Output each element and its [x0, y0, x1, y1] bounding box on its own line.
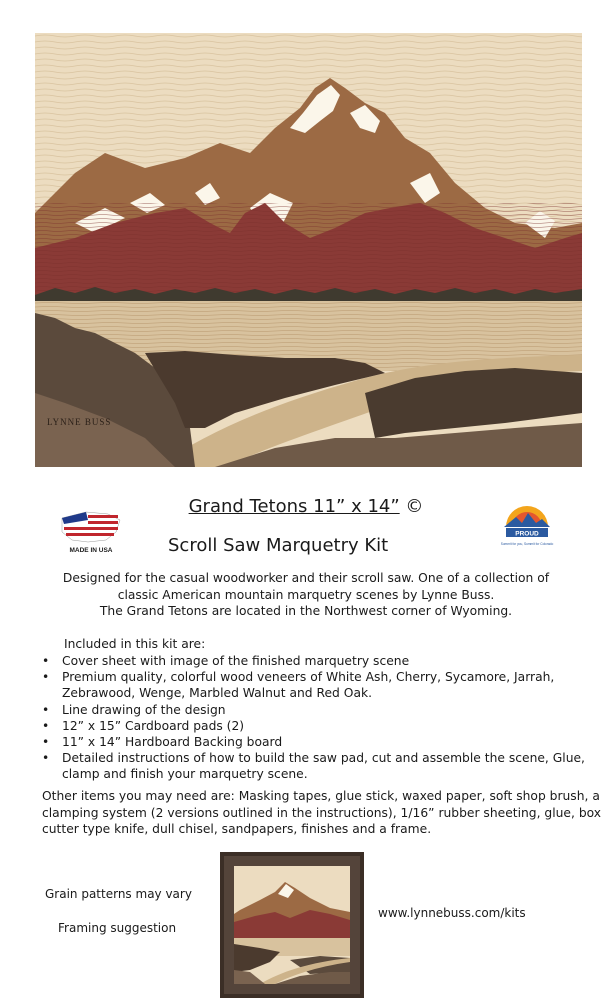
framing-suggestion-image [220, 852, 364, 998]
list-item: • 11” x 14” Hardboard Backing board [42, 734, 602, 750]
made-in-usa-badge [58, 506, 124, 556]
website-url: www.lynnebuss.com/kits [378, 906, 526, 920]
flag-caption: MADE IN USA [69, 547, 113, 554]
kit-heading: Included in this kit are: [64, 637, 206, 651]
framing-caption: Framing suggestion [58, 921, 177, 935]
flag-icon [62, 512, 120, 542]
hero-signature: LYNNE BUSS [47, 417, 112, 427]
page-subtitle: Scroll Saw Marquetry Kit [168, 535, 389, 556]
intro-line-3: The Grand Tetons are located in the Northwest corner of Wyoming. [99, 604, 513, 618]
kit-contents-list [42, 653, 602, 783]
list-item: • 12” x 15” Cardboard pads (2) [42, 718, 602, 734]
list-item: • Premium quality, colorful wood veneers of White Ash, Cherry, Sycamore, Jarrah, Zebrawood, Wenge, Marbled Walnut and Red Oak. [42, 669, 602, 701]
sunburst-icon [504, 506, 550, 527]
copyright-symbol: © [405, 496, 424, 517]
intro-line-1: Designed for the casual woodworker and their scroll saw. One of a collection of [62, 571, 550, 585]
hero-marquetry-image [35, 33, 582, 467]
other-items-paragraph: Other items you may need are: Masking tapes, glue stick, waxed paper, soft shop brush, a clamping system (2 versions outlined in the instructions), 1/16” rubber sheeting, glue, box cutter type knife, dull chisel, sandpapers, finishes and a frame. [42, 789, 602, 836]
list-item: • Line drawing of the design [42, 702, 602, 718]
grain-note: Grain patterns may vary [45, 887, 192, 901]
intro-line-2: classic American mountain marquetry scenes by Lynne Buss. [117, 588, 495, 602]
proud-text: PROUD [515, 530, 539, 538]
list-item: • Cover sheet with image of the finished marquetry scene [42, 653, 602, 669]
proud-tagline: Summit for you, Summit for Colorado [500, 542, 554, 546]
list-item: • Detailed instructions of how to build the saw pad, cut and assemble the scene, Glue, clamp and finish your marquetry scene. [42, 750, 602, 782]
colorado-proud-logo [498, 497, 556, 555]
title-text: Grand Tetons 11” x 14” [188, 496, 400, 517]
